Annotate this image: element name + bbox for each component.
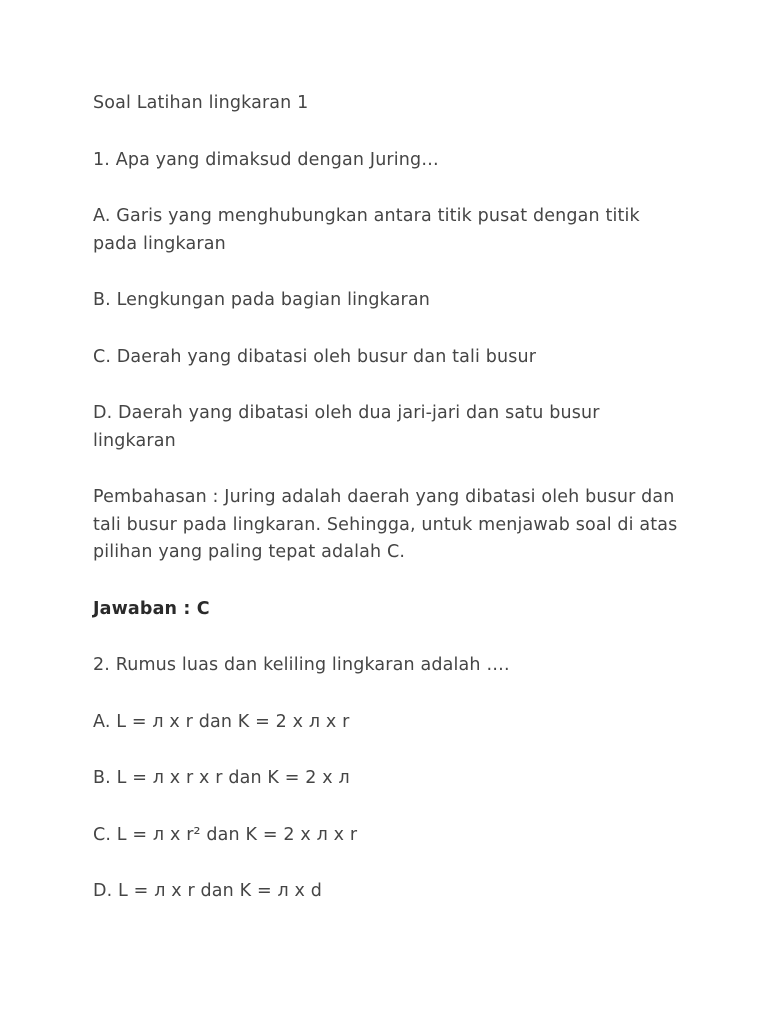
question-1-explanation: Pembahasan : Juring adalah daerah yang dibatasi oleh busur dan tali busur pada lingkaran. Sehingga, untuk menjawab soal di atas pilihan yang paling tepat adalah C.	[93, 487, 678, 562]
question-1: 1. Apa yang dimaksud dengan Juring…	[93, 149, 439, 170]
question-1-option-a: A. Garis yang menghubungkan antara titik pusat dengan titik pada lingkaran	[93, 206, 640, 254]
question-2-option-d: D. L = л x r dan K = л x d	[93, 881, 322, 901]
question-1-option-d: D. Daerah yang dibatasi oleh dua jari-jari dan satu busur lingkaran	[93, 403, 600, 451]
document-page	[93, 90, 683, 935]
question-1-answer: Jawaban : C	[93, 598, 210, 619]
document-title: Soal Latihan lingkaran 1	[93, 93, 309, 113]
question-2-option-a: A. L = л x r dan K = 2 x л x r	[93, 711, 350, 732]
question-2-option-c: C. L = л x r² dan K = 2 x л x r	[93, 824, 358, 845]
question-2-option-b: B. L = л x r x r dan K = 2 x л	[93, 768, 350, 788]
question-1-option-b: B. Lengkungan pada bagian lingkaran	[93, 290, 430, 310]
question-2: 2. Rumus luas dan keliling lingkaran adalah ….	[93, 655, 510, 675]
question-1-option-c: C. Daerah yang dibatasi oleh busur dan tali busur	[93, 346, 537, 367]
